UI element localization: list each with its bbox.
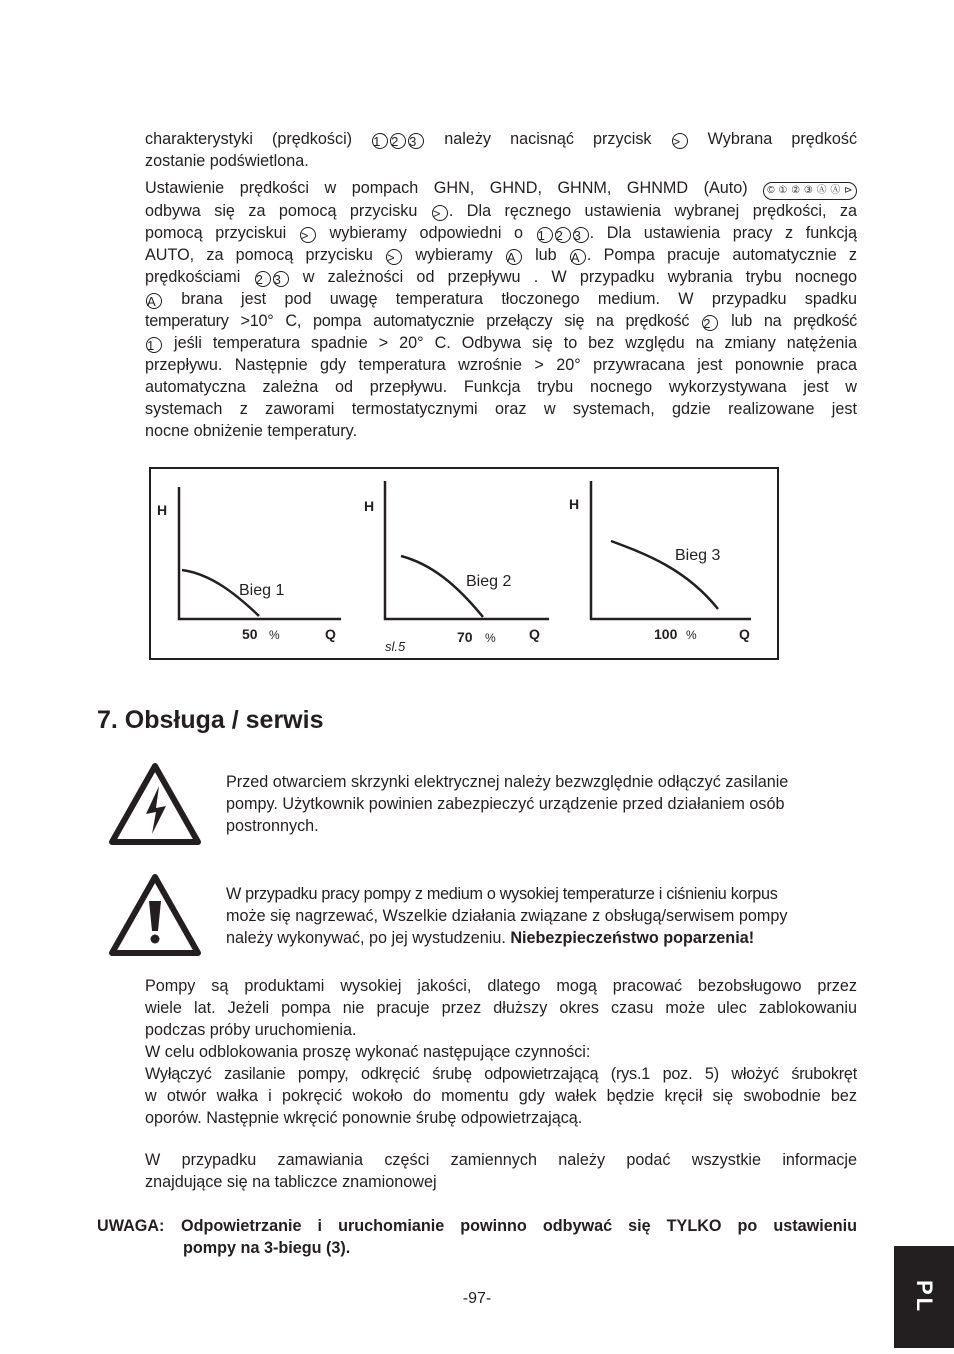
curve-label: Bieg 1 — [239, 582, 285, 599]
language-tab-label: PL — [912, 1279, 937, 1315]
text: nocne obniżenie temperatury. — [145, 422, 358, 440]
text: należy nacisnąć przycisk — [444, 130, 652, 148]
q-axis-label: Q — [529, 626, 540, 642]
text: oporów. Następnie wkręcić ponownie śrubę odpowietrzającą. — [145, 1109, 583, 1127]
speed-2-symbol: 2 — [555, 227, 571, 243]
maintenance-paragraph — [145, 975, 857, 1129]
text: w otwór wałka i pokręcić wokoło do momentu gdy wałek będzie kręcił się swobodnie bez — [145, 1087, 857, 1105]
spare-parts-paragraph — [145, 1149, 857, 1193]
speed-2-symbol: 2 — [390, 133, 406, 149]
text: W przypadku zamawiania części zamiennych należy podać wszystkie informacje — [145, 1151, 857, 1169]
speed-percent-unit: % — [686, 628, 697, 642]
text: automatyczna zależna od przepływu. Funkcja trybu nocnego wykorzystywana jest w — [145, 378, 857, 396]
text: Pompy są produktami wysokiej jakości, dlatego mogą pracować bezobsługowo przez — [145, 977, 857, 995]
text: wybieramy odpowiedni o — [329, 224, 524, 242]
text: . Pompa pracuje automatycznie z — [586, 246, 858, 264]
control-panel-symbol: © ① ② ③ Ⓐ Ⓐ ⊳ — [763, 182, 857, 200]
speed-3-symbol: 3 — [408, 133, 424, 149]
auto-night-symbol: A — [146, 293, 162, 309]
text: w zależności od przepływu . W przypadku wybrania trybu nocnego — [302, 268, 858, 286]
page-number: -97- — [462, 1290, 492, 1307]
speed-1-symbol: 1 — [146, 337, 162, 353]
speed-2-symbol: 2 — [255, 271, 271, 287]
text: Wyłączyć zasilanie pompy, odkręcić śrubę odpowietrzającą (rys.1 poz. 5) włożyć śrubokręt — [145, 1065, 857, 1083]
pump-curves-figure — [149, 467, 779, 660]
text: Przed otwarciem skrzynki elektrycznej należy bezwzględnie odłączyć zasilanie — [226, 773, 789, 791]
pump-curves-drawing — [151, 469, 777, 658]
auto-symbol: A — [506, 249, 522, 265]
text: przepływu. Następnie gdy temperatura wzrośnie > 20° przywracana jest ponownie praca — [145, 356, 857, 374]
language-tab — [894, 1246, 954, 1348]
h-axis-label: H — [157, 502, 168, 518]
button-symbol: > — [300, 227, 316, 243]
intro-paragraph — [145, 128, 857, 172]
speed-percent-unit: % — [485, 631, 496, 645]
text: Odpowietrzanie i uruchomianie powinno odbywać się TYLKO po ustawieniu — [181, 1217, 857, 1235]
text: zostanie podświetlona. — [145, 152, 309, 170]
text: podczas próby uruchomienia. — [145, 1021, 357, 1039]
speed-3-symbol: 3 — [573, 227, 589, 243]
curve-label: Bieg 3 — [675, 547, 721, 564]
electrical-hazard-icon — [108, 762, 202, 846]
text: Ustawienie prędkości w pompach GHN, GHND, GHNM, GHNMD (Auto) — [145, 179, 748, 197]
text: wiele lat. Jeżeli pompa nie pracuje przez dłuższy okres czasu może ulec zablokowaniu — [145, 999, 857, 1017]
section-title: 7. Obsługa / serwis — [97, 706, 324, 734]
note-label: UWAGA: — [97, 1217, 165, 1235]
button-symbol: > — [432, 205, 448, 221]
figure-note: sl.5 — [385, 639, 406, 654]
speed-percent-value: 70 — [457, 629, 473, 645]
text: może się nagrzewać, Wszelkie działania związane z obsługą/serwisem pompy — [226, 907, 788, 925]
speed-percent-value: 50 — [242, 626, 258, 642]
text: . Dla ręcznego ustawienia wybranej prędkości, za — [448, 202, 858, 220]
text: . Dla ustawienia pracy z funkcją — [589, 224, 858, 242]
text: lub na prędkość — [731, 312, 858, 330]
text: brana jest pod uwagę temperatura tłoczonego medium. W przypadku spadku — [181, 290, 857, 308]
text: postronnych. — [226, 817, 319, 835]
curve-label: Bieg 2 — [466, 573, 512, 590]
electrical-warning-text — [226, 771, 856, 837]
auto-night-symbol: A — [570, 249, 586, 265]
speed-2-symbol: 2 — [702, 315, 718, 331]
general-warning-icon — [108, 873, 202, 957]
text: pomocą przyciskui — [145, 224, 287, 242]
speed-1-symbol: 1 — [372, 133, 388, 149]
text: charakterystyki (prędkości) — [145, 130, 353, 148]
text: W celu odblokowania proszę wykonać następujące czynności: — [145, 1043, 591, 1061]
text: odbywa się za pomocą przycisku — [145, 202, 418, 220]
h-axis-label: H — [364, 498, 375, 514]
speed-percent-value: 100 — [654, 626, 678, 642]
burn-hazard-emphasis: Niebezpieczeństwo poparzenia! — [510, 929, 755, 947]
text: jeśli temperatura spadnie > 20° C. Odbywa się to bez względu na zmiany natężenia — [173, 334, 857, 352]
q-axis-label: Q — [739, 626, 750, 642]
speed-3-symbol: 3 — [273, 271, 289, 287]
text: lub — [535, 246, 557, 264]
h-axis-label: H — [569, 496, 580, 512]
button-symbol: > — [386, 249, 402, 265]
text: systemach z zaworami termostatycznymi oraz w systemach, gdzie realizowane jest — [145, 400, 857, 418]
text: należy wykonywać, po jej wystudzeniu. — [226, 929, 506, 947]
text: prędkościami — [145, 268, 241, 286]
text: AUTO, za pomocą przycisku — [145, 246, 373, 264]
text: Wybrana prędkość — [707, 130, 858, 148]
text: wybieramy — [415, 246, 493, 264]
speed-setting-paragraph — [145, 177, 857, 442]
text: W przypadku pracy pompy z medium o wysokiej temperaturze i ciśnieniu korpus — [226, 885, 778, 903]
text: temperatury >10° C, pompa automatycznie przełączy się na prędkość — [145, 312, 690, 330]
text: pompy na 3-biegu (3). — [183, 1239, 351, 1257]
speed-1-symbol: 1 — [537, 227, 553, 243]
speed-percent-unit: % — [269, 628, 280, 642]
text: znajdujące się na tabliczce znamionowej — [145, 1173, 437, 1191]
note-block — [97, 1215, 857, 1259]
button-symbol: > — [672, 133, 688, 149]
q-axis-label: Q — [325, 626, 336, 642]
text: pompy. Użytkownik powinien zabezpieczyć urządzenie przed działaniem osób — [226, 795, 785, 813]
burn-warning-text — [226, 883, 856, 949]
